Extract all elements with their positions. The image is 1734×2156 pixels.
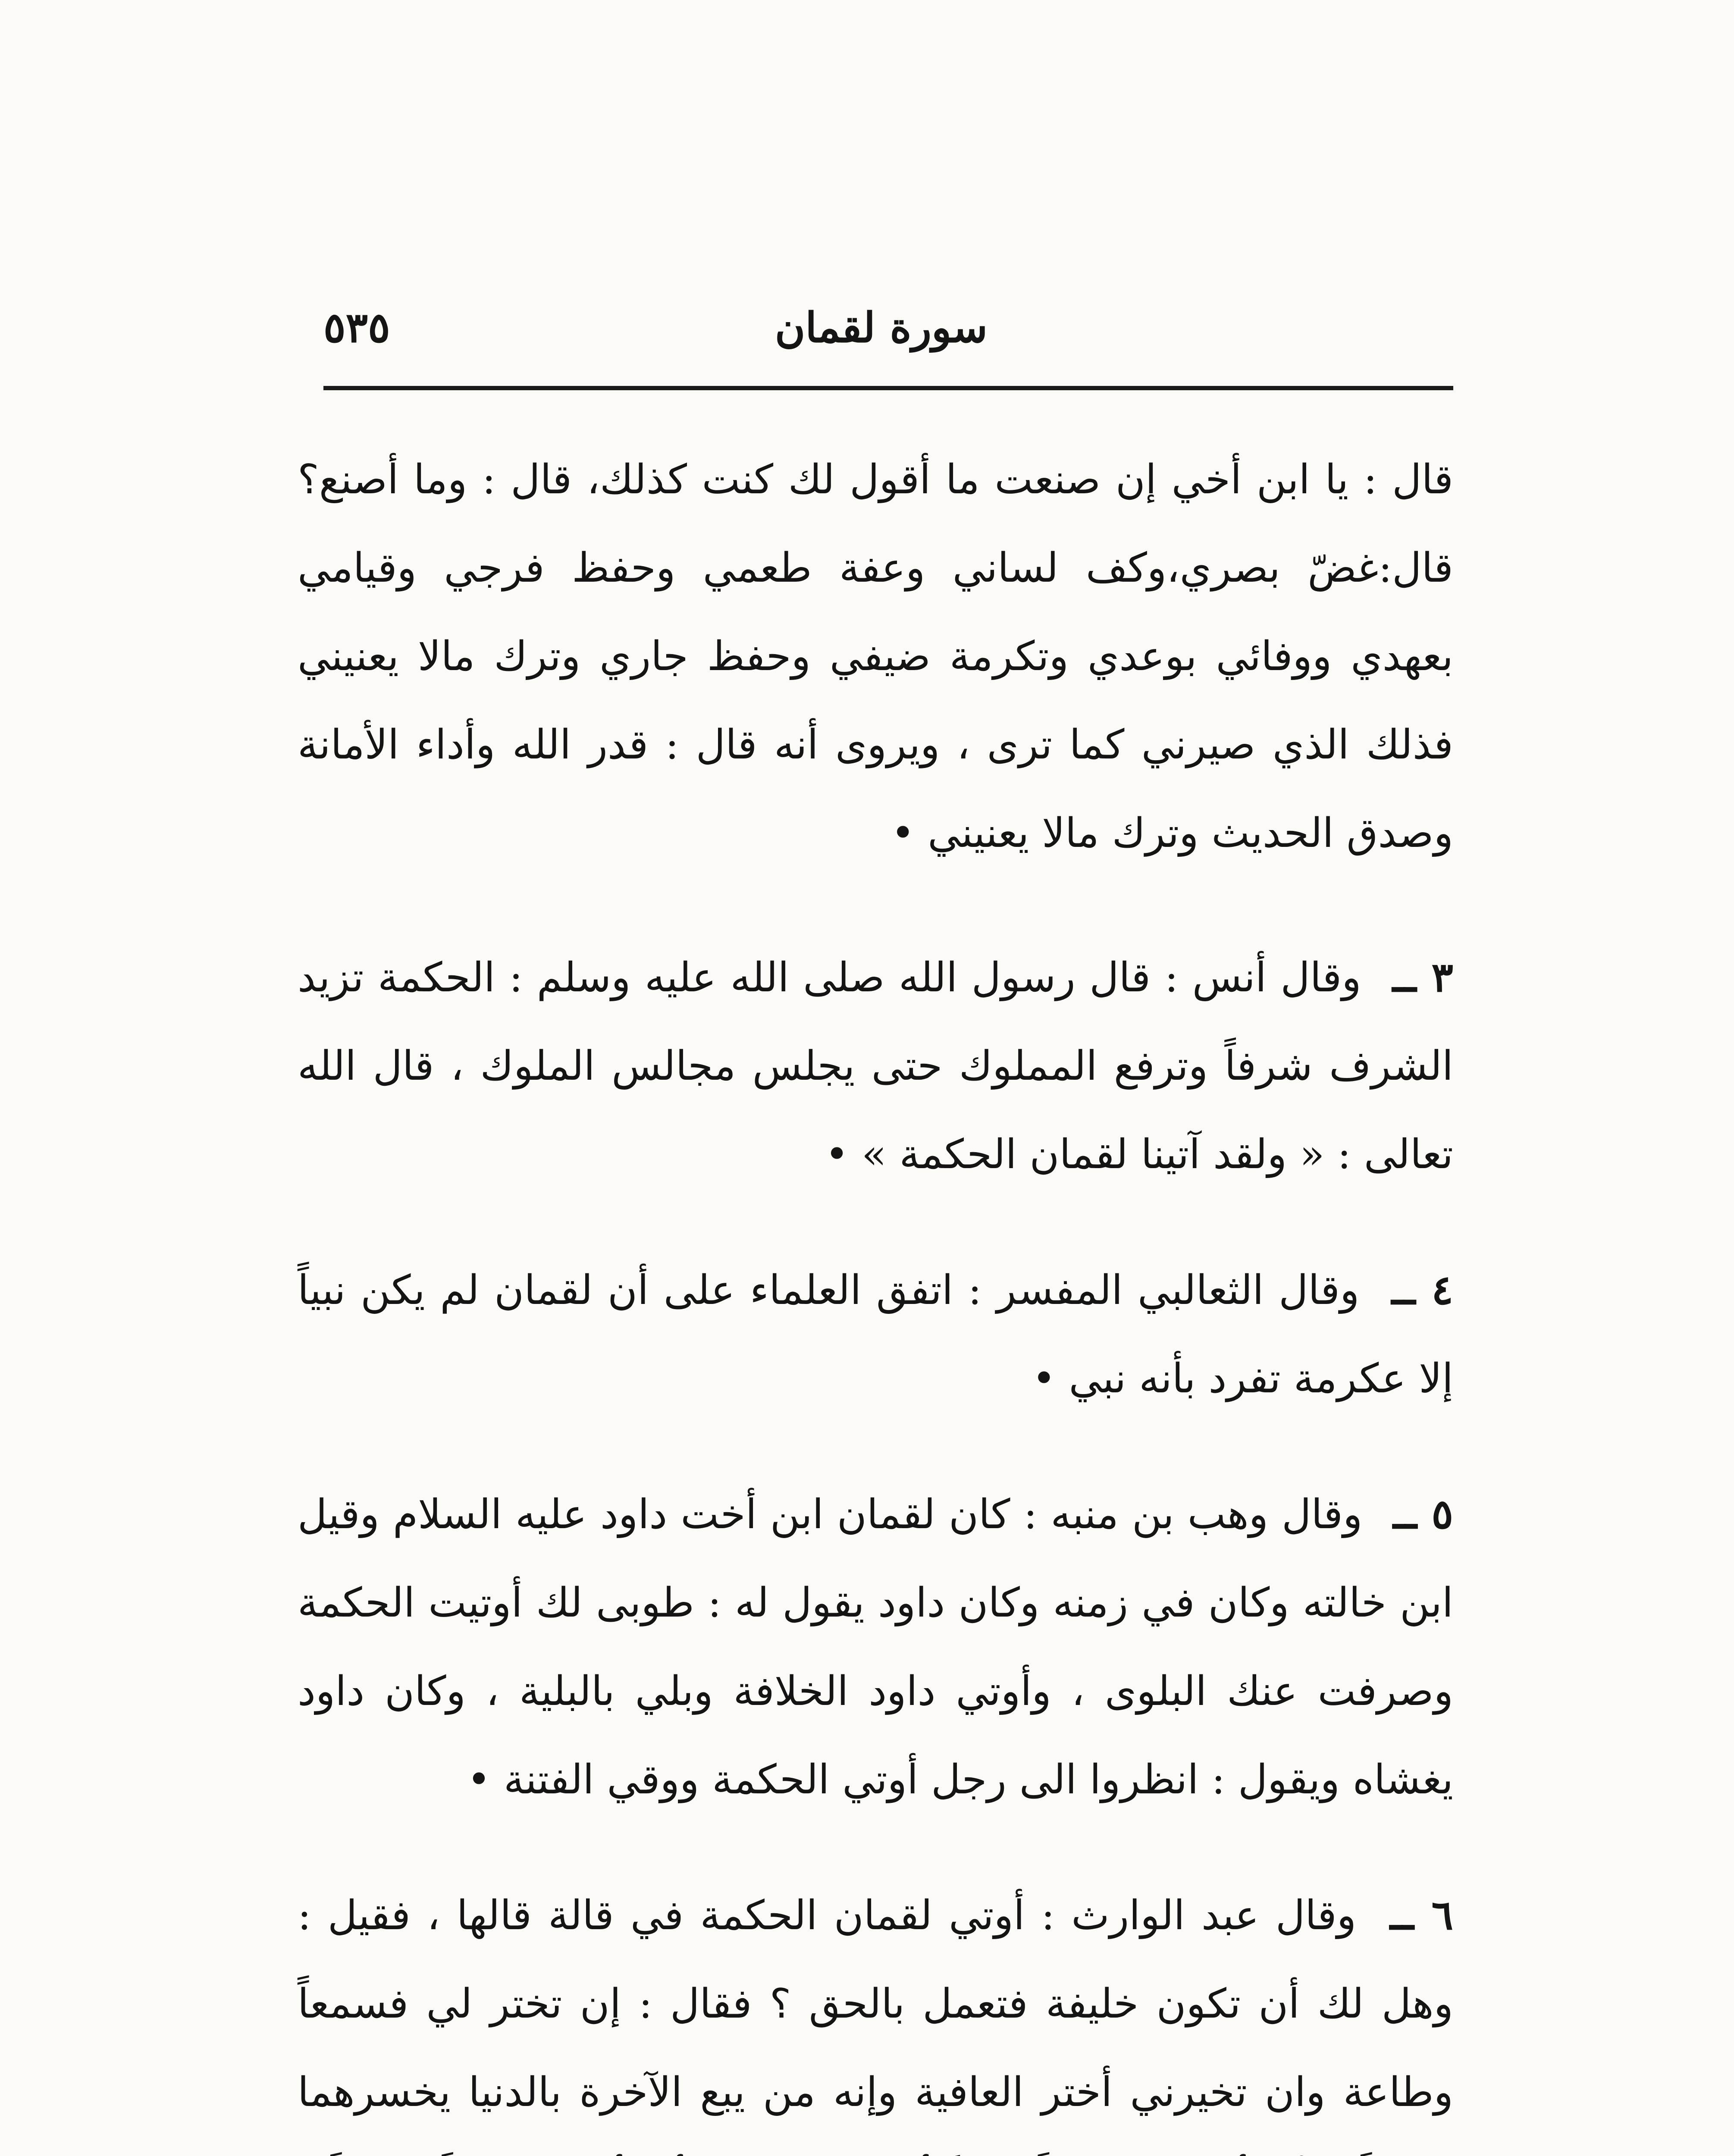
paragraph-4	[298, 1246, 1453, 1423]
paragraph-continuation	[298, 436, 1453, 877]
page-body	[298, 436, 1453, 2156]
paragraph-text: قال : يا ابن أخي إن صنعت ما أقول لك كنت كذلك، قال : وما أصنع؟ قال:غضّ بصري،وكف لساني وعفة طعمي وحفظ فرجي وقيامي بعهدي ووفائي بوعدي وتكرمة ضيفي وحفظ جاري وترك مالا يعنيني فذلك الذي صيرني كما ترى ، ويروى أنه قال : قدر الله وأداء الأمانة وصدق الحديث وترك مالا يعنيني •	[298, 456, 1453, 857]
header-rule	[323, 386, 1453, 390]
paragraph-5	[298, 1470, 1453, 1824]
paragraph-6	[298, 1871, 1453, 2156]
paragraph-number: ٣ ــ	[1392, 954, 1453, 1001]
paragraph-text: وقال أنس : قال رسول الله صلى الله عليه وسلم : الحكمة تزيد الشرف شرفاً وترفع المملوك حتى يجلس مجالس الملوك ، قال الله تعالى : « ولقد آتينا لقمان الحكمة » •	[298, 954, 1453, 1178]
paragraph-3	[298, 934, 1453, 1199]
page-header	[323, 298, 1453, 367]
paragraph-text: وقال وهب بن منبه : كان لقمان ابن أخت داود عليه السلام وقيل ابن خالته وكان في زمنه وكان داود يقول له : طوبى لك أوتيت الحكمة وصرفت عنك البلوى ، وأوتي داود الخلافة وبلي بالبلية ، وكان داود يغشاه ويقول : انظروا الى رجل أوتي الحكمة ووقي الفتنة •	[298, 1491, 1453, 1803]
paragraph-number: ٥ ــ	[1393, 1491, 1453, 1538]
running-title: سورة لقمان	[774, 303, 988, 352]
paragraph-number: ٤ ــ	[1391, 1266, 1453, 1314]
paragraph-text: وقال عبد الوارث : أوتي لقمان الحكمة في قالة قالها ، فقيل : وهل لك أن تكون خليفة فتعمل بالحق ؟ فقال : إن تختر لي فسمعاً وطاعة وان تخيرني أختر العافية وإنه من يبع الآخرة بالدنيا يخسرهما	[298, 1892, 1453, 2116]
paragraph-number: ٦ ــ	[1390, 1892, 1453, 1939]
page-number: ٥٣٥	[323, 303, 390, 352]
paragraph-text: وقال الثعالبي المفسر : اتفق العلماء على أن لقمان لم يكن نبياً إلا عكرمة تفرد بأنه نبي •	[298, 1267, 1453, 1402]
